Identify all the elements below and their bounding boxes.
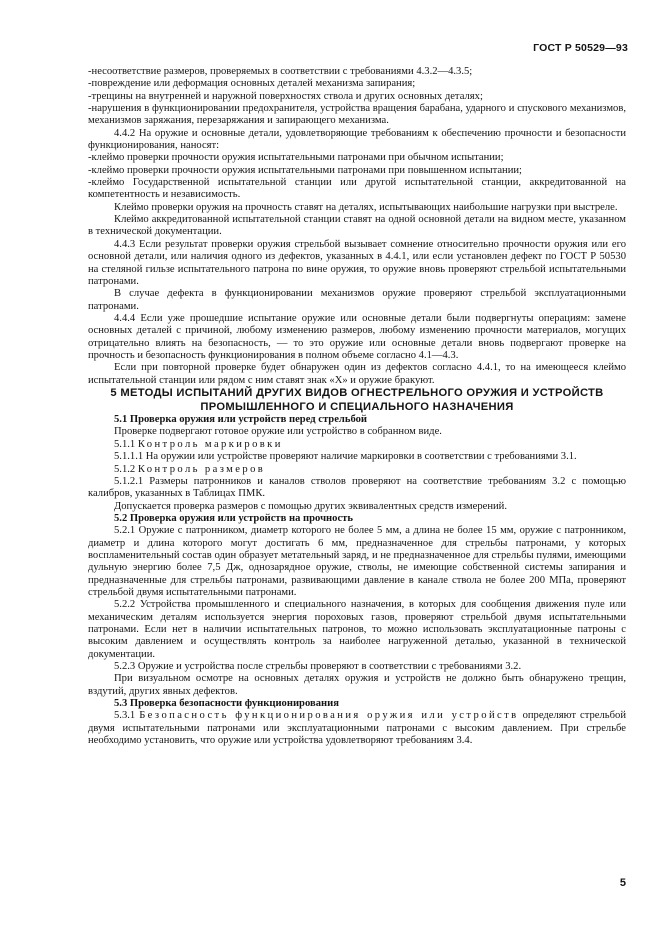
list-item: -клеймо проверки прочности оружия испытательными патронами при повышенном испытании; — [88, 164, 522, 176]
clause-text: определяют стрельбой двумя испытательными патронами или эксплуатационными патронами с высоким давлением. При стрельбе необходимо установить, что оружие или устройства удовлетворяют требованиям 3.4. — [88, 710, 626, 747]
clause-title: Контроль размеров — [137, 463, 266, 475]
clause-4-4-4: 4.4.4 Если уже прошедшие испытание оружие или основные детали были подвергнуты операциям: замене основных деталей с причиной, любому изменению размеров, любому изменению прочности материалов, могущих отрицательно влиять на безопасность, — то это оружие или основные детали вновь подвергают проверке на прочность и безопасность функционирования в полном объеме согласно 4.1—4.3. — [88, 312, 626, 361]
document-code: ГОСТ Р 50529—93 — [533, 42, 628, 54]
page-number: 5 — [619, 877, 626, 889]
clause-5-2-1: 5.2.1 Оружие с патронником, диаметр которого не более 5 мм, а длина не более 15 мм, оружие с патронником, диаметр и длина которого могут достигать 6 мм, предназначенное для стрельбы патронами, у которых воспламенительный состав один образует метательный заряд, и не предназначенное для стрельбы пулями, имеющими дульную энергию более 7,5 Дж, однозарядное оружие, стволы, не имеющие собственной системы запирания и предназначенные для стрельбы патронами, развивающими давление в канале ствола не более 200 МПа, проверяют стрельбой двумя испытательными патронами. — [88, 525, 626, 598]
clause-number: 5.1.1 — [114, 438, 136, 450]
paragraph: Допускается проверка размеров с помощью других эквивалентных средств измерений. — [114, 500, 507, 512]
clause-number: 5.3.1 — [114, 710, 136, 722]
clause-4-4-2: 4.4.2 На оружие и основные детали, удовлетворяющие требованиям к обеспечению прочности и безопасности функционирования, наносят: — [88, 127, 626, 152]
list-item: -клеймо Государственной испытательной станции или другой испытательной станции, аккредитованной на компетентность и независимость. — [88, 177, 626, 201]
list-item: -нарушения в функционировании предохранителя, устройства вращения барабана, ударного и спускового механизмов, механизмов заряжания, перезаряжания и запирающего механизма. — [88, 103, 626, 127]
clause-5-1-2-1: 5.1.2.1 Размеры патронников и каналов стволов проверяют на соответствие требованиям 3.2 с помощью калибров, указанных в Таблицах ПМК. — [88, 475, 626, 500]
clause-5-1-2 — [88, 464, 626, 476]
clause-number: 5.1.2 — [114, 463, 136, 475]
clause-5-1-1 — [88, 439, 626, 451]
clause-title: Безопасность функционирования оружия или устройств — [139, 710, 519, 722]
clause-5-3-1 — [88, 710, 626, 747]
paragraph: При визуальном осмотре на основных деталях оружия и устройств не должно быть обнаружено трещин, вздутий, других явных дефектов. — [88, 673, 626, 697]
section-heading: 5 МЕТОДЫ ИСПЫТАНИЙ ДРУГИХ ВИДОВ ОГНЕСТРЕЛЬНОГО ОРУЖИЯ И УСТРОЙСТВ ПРОМЫШЛЕННОГО И СПЕЦИАЛЬНОГО НАЗНАЧЕНИЯ — [110, 386, 604, 413]
list-item: -клеймо проверки прочности оружия испытательными патронами при обычном испытании; — [88, 152, 504, 164]
subsection-heading-5-2: 5.2 Проверка оружия или устройств на прочность — [114, 512, 353, 524]
paragraph: В случае дефекта в функционировании механизмов оружие проверяют стрельбой эксплуатационными патронами. — [88, 288, 626, 312]
list-item: -повреждение или деформация основных деталей механизма запирания; — [88, 78, 416, 90]
clause-5-1-1-1: 5.1.1.1 На оружии или устройстве проверяют наличие маркировки в соответствии с требованиями 3.1. — [114, 451, 577, 463]
clause-5-2-3: 5.2.3 Оружие и устройства после стрельбы проверяют в соответствии с требованиями 3.2. — [114, 661, 522, 672]
page-body — [88, 66, 626, 747]
subsection-heading-5-3: 5.3 Проверка безопасности функционирования — [114, 698, 339, 710]
paragraph: Клеймо аккредитованной испытательной станции ставят на одной основной детали на видном месте, указанном в технической документации. — [88, 214, 626, 238]
subsection-heading-5-1: 5.1 Проверка оружия или устройств перед стрельбой — [114, 414, 368, 426]
clause-4-4-3: 4.4.3 Если результат проверки оружия стрельбой вызывает сомнение относительно прочности оружия или его основной детали, или наличия одного из дефектов, указанных в 4.4.1, или если установлен дефект по ГОСТ Р 50530 на стеляной гильзе испытательного патрона по вине оружия, то оружие вновь проверяют стрельбой испытательными патронами. — [88, 238, 626, 287]
list-item: -трещины на внутренней и наружной поверхностях ствола и других основных деталях; — [88, 90, 483, 102]
clause-5-2-2: 5.2.2 Устройства промышленного и специального назначения, в которых для сообщения движения пуле или механическим деталям используется энергия пороховых газов, проверяют стрельбой двумя испытательными патронами. Если нет в наличии испытательных патронов, то можно использовать эксплуатационные патроны с высоким давлением и осуществлять контроль за наиболее нагруженной деталью, указанной в технической документации. — [88, 599, 626, 660]
list-item: -несоответствие размеров, проверяемых в соответствии с требованиями 4.3.2—4.3.5; — [88, 66, 473, 77]
paragraph: Проверке подвергают готовое оружие или устройство в собранном виде. — [114, 426, 442, 438]
paragraph: Если при повторной проверке будет обнаружен один из дефектов согласно 4.4.1, то на имеющееся клеймо испытательной станции или рядом с ним ставят знак «Х» и оружие бракуют. — [88, 362, 626, 386]
paragraph: Клеймо проверки оружия на прочность ставят на деталях, испытывающих наибольшие нагрузки при выстреле. — [114, 201, 618, 213]
clause-title: Контроль маркировки — [137, 438, 283, 450]
